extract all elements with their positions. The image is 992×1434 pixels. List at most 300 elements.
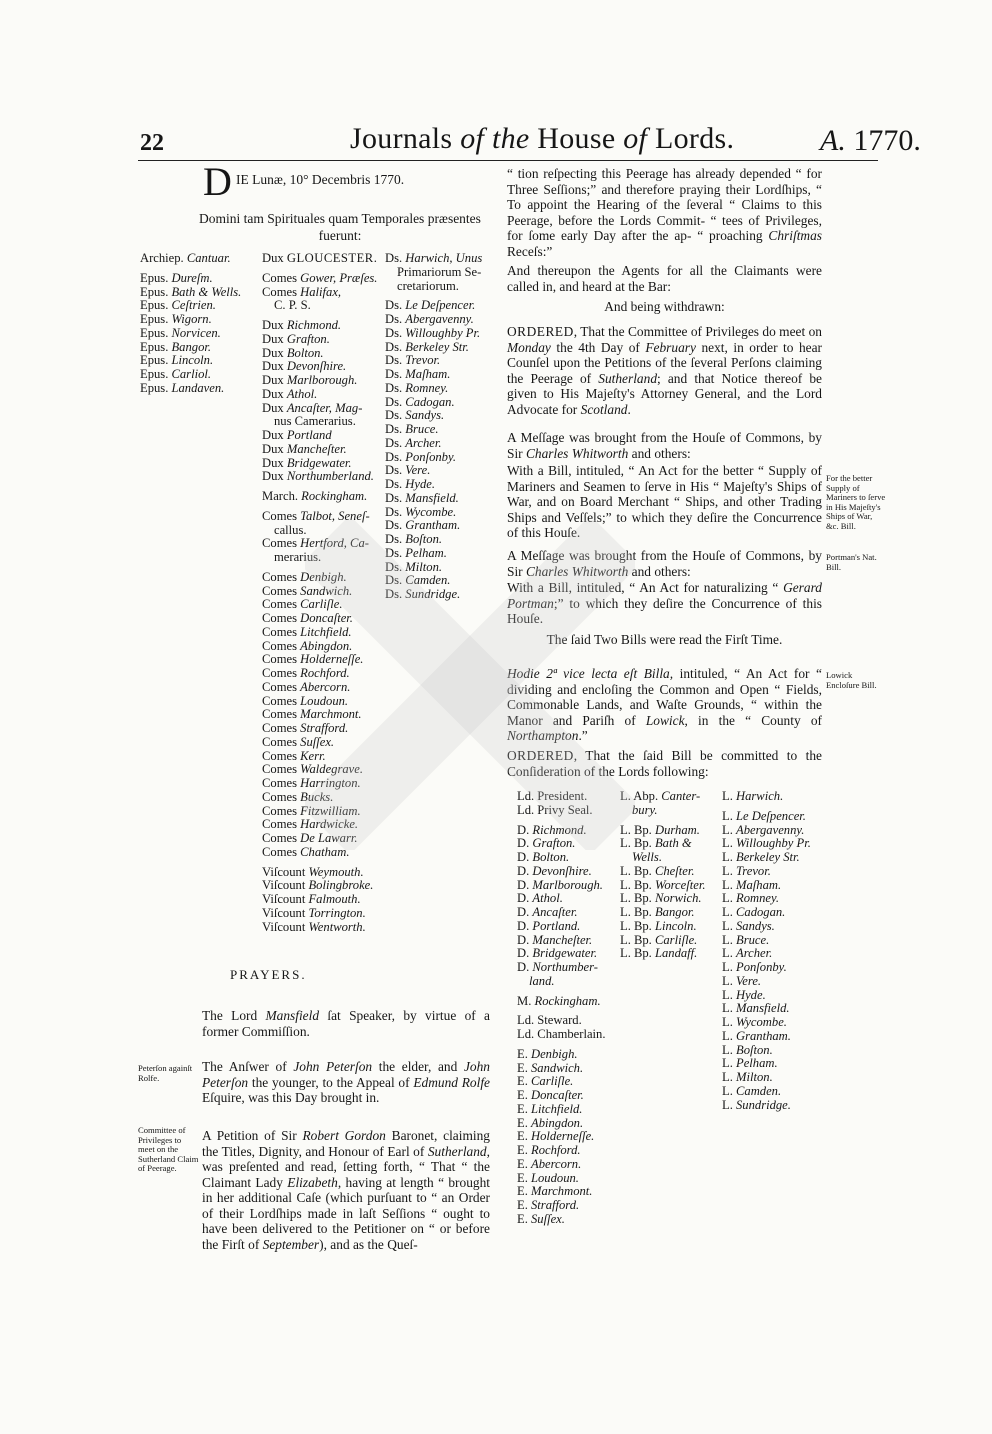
peer-name: Lincoln. (654, 918, 697, 933)
margin-note-lowick-bill: Lowick Encloſure Bill. (826, 670, 877, 690)
peer-name: Mansfield. (405, 490, 459, 505)
title-prefix: Ds. (385, 380, 406, 395)
peer-name: nus Camerarius. (274, 414, 356, 429)
peer-name: Bath & (654, 836, 692, 851)
text-segment: “ tion reſpecting this Peerage has already depended “ for Three Seſſions;” and therefore praying their Lordſhips, “ To appoint the Hearing of the ſeveral “ Claims to this Peerage, before the Lords Commit- “ tees of Privileges, for ſome early Day after the ap- “ proaching (507, 166, 822, 243)
title-part: of (615, 122, 655, 155)
date-line: IE Lunæ, 10° Decembris 1770. (236, 172, 405, 187)
list-item (517, 947, 606, 961)
peer-name: Willoughby Pr. (405, 325, 481, 340)
peer-name: Wells. (632, 850, 662, 864)
list-item (722, 824, 811, 838)
title-prefix: L. Bp. (620, 836, 655, 851)
text-segment: The Lord (202, 1008, 266, 1023)
text-segment: Sutherland (598, 370, 658, 386)
peer-name: Primariorum Se- (397, 264, 482, 279)
attendance-column-temporal (262, 252, 377, 934)
peer-name: Sundridge. (405, 587, 461, 601)
withdrawn-line: And being withdrawn: (604, 299, 725, 314)
lowick-bill-paragraph (507, 666, 822, 744)
header-rule (138, 160, 878, 161)
list-item (517, 1048, 606, 1062)
list-item (517, 1117, 606, 1131)
peer-name: Suſſex. (300, 734, 335, 749)
title-prefix: Comes (262, 776, 301, 790)
title-prefix: L. Bp. (620, 877, 655, 892)
title-prefix: D. (517, 863, 533, 878)
list-item (262, 429, 377, 443)
text-segment: , That the ſaid Bill be committed to the Conſideration of the Lords following: (507, 748, 822, 779)
peer-name: Strafford. (531, 1198, 580, 1212)
peer-name: Norwich. (654, 891, 702, 906)
text-segment: , having at length “ brought in her additional Caſe (which purſuant to “ an Order of their Lordſhips made in laſt Seſſions “ ought to have been delivered to the Petitioner on “ or before the Firſt of (202, 1174, 491, 1252)
title-prefix: E. (517, 1198, 531, 1212)
text-segment: the younger, to the Appeal of (248, 1074, 414, 1090)
peer-name: Marlborough. (286, 373, 358, 387)
peer-name: Bath & Wells. (171, 284, 242, 299)
list-item (262, 457, 377, 471)
title-prefix: Epus. (140, 380, 172, 395)
list-item (262, 524, 377, 538)
peer-name: merarius. (274, 550, 322, 564)
text-segment: Scotland (580, 401, 628, 417)
title-prefix: Viſcount (262, 892, 309, 906)
text-segment: Edmund Rolfe (413, 1074, 490, 1090)
peer-name: Durham. (654, 822, 700, 837)
title-prefix: Ds. (385, 422, 406, 436)
peer-name: Trevor. (405, 353, 441, 368)
attendance-column-spiritual (140, 252, 241, 396)
list-item (385, 451, 482, 465)
peer-name: Torrington. (308, 905, 366, 920)
list-item (517, 1075, 606, 1089)
title-part: the (484, 122, 538, 155)
list-item (385, 437, 482, 451)
agents-paragraph: And thereupon the Agents for all the Claimants were called in, and heard at the Bar: (507, 263, 822, 294)
list-item (262, 537, 377, 551)
text-segment: John Peterſon (293, 1059, 373, 1074)
text-segment: Gerard Portman (507, 580, 822, 611)
title-prefix: D. (517, 932, 533, 947)
list-item (517, 934, 606, 948)
list-item (262, 818, 377, 832)
title-prefix: Comes (262, 666, 301, 680)
title-prefix: Viſcount (262, 878, 309, 893)
list-item (262, 846, 377, 860)
title-prefix (262, 523, 274, 537)
list-item (620, 934, 705, 948)
title-prefix: Dux (262, 441, 287, 456)
peer-name: Harwich. (736, 789, 784, 803)
peer-name: Wycombe. (736, 1015, 787, 1029)
peer-name: Doncaſter. (531, 1088, 584, 1102)
title-prefix (385, 265, 397, 279)
list-item (722, 947, 811, 961)
margin-note-mariners-bill: For the better Supply of Mariners to ſerve in His Majeſty's Ships of War, &c. Bill. (826, 473, 886, 531)
title-prefix: Ld. (517, 802, 538, 817)
title-prefix: L. (722, 836, 736, 851)
list-item (517, 879, 606, 893)
title-prefix: D. (517, 836, 533, 851)
list-item (262, 347, 377, 361)
list-item (385, 547, 482, 561)
title-prefix: M. (517, 993, 535, 1008)
title-prefix: E. (517, 1156, 531, 1171)
peer-name: Willoughby Pr. (736, 836, 811, 851)
list-item (517, 975, 606, 989)
peer-name: Ceſtrien. (171, 298, 216, 313)
title-prefix: Epus. (140, 367, 172, 381)
title-prefix: Comes (262, 569, 301, 584)
title-prefix (262, 298, 274, 312)
peer-name: cretariorum. (397, 278, 459, 293)
list-item (722, 851, 811, 865)
list-item (140, 327, 241, 341)
title-prefix: L. (722, 822, 736, 837)
mariners-bill-paragraph: With a Bill, intituled, “ An Act for the better “ Supply of Mariners and Seamen to ſerve in His “ Majeſty's Ships of War, and on Board Merchant “ Ships, and other Trading Ships and Veſſels;” to which they deſire the Concurrence of this Houſe. (507, 463, 822, 540)
list-item (262, 879, 377, 893)
title-prefix: Dux (262, 400, 287, 415)
title-prefix: L. Bp. (620, 891, 655, 906)
list-item (722, 1071, 811, 1085)
text-segment: Northampton (507, 728, 579, 743)
list-item (385, 506, 482, 520)
peer-name: Mansfield. (736, 1001, 790, 1016)
peer-name: Ancaſter, Mag- (286, 400, 363, 415)
list-item (722, 865, 811, 879)
peer-name: Bridgewater. (532, 946, 598, 961)
message-paragraph-1 (507, 430, 822, 461)
list-item (262, 640, 377, 654)
peer-name: Boſton. (405, 532, 443, 546)
text-segment: next, in order to hear Counſel upon the Petitions of the ſeveral Perſons claiming the Peerage of (507, 339, 822, 386)
list-item (262, 708, 377, 722)
title-prefix: Viſcount (262, 905, 309, 920)
peer-name: Berkeley Str. (405, 339, 469, 354)
title-prefix: Comes (262, 583, 301, 598)
list-item (262, 388, 377, 402)
list-item (385, 266, 482, 280)
peer-name: Canter- (661, 789, 701, 803)
list-item (517, 1062, 606, 1076)
text-segment: September (262, 1236, 320, 1252)
title-prefix (262, 414, 274, 428)
list-item (262, 805, 377, 819)
list-item (385, 423, 482, 437)
answer-paragraph (202, 1059, 490, 1106)
title-prefix: Ds. (385, 298, 406, 313)
peer-name: Le Deſpencer. (736, 808, 806, 823)
text-segment: ; and that Notice thereof be given to His Majeſty's Attorney General, and the Lord Advocate for (507, 370, 822, 417)
peer-name: Falmouth. (308, 892, 361, 906)
title-prefix: Epus. (140, 312, 172, 326)
title-prefix: Ds. (385, 463, 406, 478)
title-prefix: L. Bp. (620, 932, 655, 947)
text-segment: ſat Speaker, by virtue of a former Commiſſion. (202, 1008, 490, 1039)
ordered-committee-paragraph (507, 324, 822, 417)
list-item (385, 252, 482, 266)
peer-name: Ponſonby. (736, 960, 787, 974)
list-item (262, 653, 377, 667)
margin-note-portman-bill: Portman's Nat. Bill. (826, 552, 877, 572)
title-prefix: L. (722, 987, 736, 1002)
title-prefix: L. (722, 808, 736, 823)
peer-name: Wycombe. (405, 504, 457, 519)
text-segment: A Petition of Sir (202, 1128, 303, 1143)
list-item (385, 299, 482, 313)
list-item (620, 790, 705, 804)
text-segment: .” (578, 728, 588, 743)
text-segment: , in the “ County of (684, 712, 822, 728)
peer-name: Rockingham. (301, 489, 368, 503)
peer-name: Bolton. (532, 850, 570, 864)
peer-name: Cadogan. (405, 394, 455, 409)
text-segment: ;” to which they deſire the Concurrence of this Houſe. (507, 595, 822, 626)
title-prefix: L. (722, 918, 736, 933)
title-prefix: Ds. (385, 394, 406, 409)
title-prefix: L. Abp. (620, 789, 662, 803)
peer-name: Abercorn. (531, 1156, 582, 1171)
title-prefix: March. (262, 489, 302, 503)
title-prefix: L. (722, 932, 736, 947)
list-item (262, 319, 377, 333)
peer-name: Bucks. (300, 789, 334, 804)
text-segment: Charles Whitworth (525, 563, 629, 579)
peer-name: Denbigh. (531, 1046, 578, 1061)
peer-name: Bruce. (405, 422, 439, 436)
title-prefix: Dux (262, 251, 287, 265)
text-segment: Hodie 2ª vice lecta eſt Billa, (507, 666, 674, 681)
list-item (262, 470, 377, 484)
peer-name: Chamberlain. (537, 1027, 606, 1041)
title-prefix: Ds. (385, 518, 406, 533)
title-prefix: Comes (262, 597, 301, 612)
list-item (262, 832, 377, 846)
committee-column-2 (620, 790, 705, 961)
title-prefix: L. (722, 1001, 736, 1016)
text-segment: The Anſwer of (202, 1059, 294, 1074)
title-prefix: L. Bp. (620, 918, 655, 933)
peer-name: Steward. (537, 1013, 582, 1028)
list-item (722, 975, 811, 989)
committee-column-3 (722, 790, 811, 1112)
peer-name: Bolton. (286, 345, 324, 360)
list-item (385, 478, 482, 492)
text-segment: ORDERED (507, 748, 574, 763)
list-item (262, 695, 377, 709)
title-prefix: Ds. (385, 408, 406, 423)
list-item (517, 1185, 606, 1199)
peer-name: Cantuar. (186, 251, 231, 265)
prayers-heading: PRAYERS. (230, 967, 307, 982)
title-prefix: E. (517, 1143, 531, 1157)
list-item (517, 837, 606, 851)
peer-name: Romney. (405, 380, 449, 395)
list-item (722, 837, 811, 851)
title-prefix: L. (722, 850, 736, 864)
list-item (517, 1089, 606, 1103)
text-segment: Robert Gordon (302, 1128, 386, 1143)
title-prefix: Viſcount (262, 864, 309, 879)
list-item (517, 1130, 606, 1144)
list-item (385, 519, 482, 533)
list-item (517, 995, 606, 1009)
peer-name: Sandys. (736, 918, 775, 933)
text-segment: and others: (628, 563, 691, 579)
title-prefix: Dux (262, 455, 287, 470)
list-item (262, 360, 377, 374)
title-prefix: L. (722, 1097, 736, 1112)
title-prefix: Comes (262, 734, 301, 749)
petition-paragraph (202, 1128, 490, 1252)
title-prefix: Ds. (385, 325, 406, 340)
title-prefix: Epus. (140, 339, 172, 354)
peer-name: Devonſhire. (286, 359, 347, 374)
list-item (620, 879, 705, 893)
title-prefix: Comes (262, 693, 301, 708)
peer-name: Marchmont. (300, 707, 362, 722)
list-item (262, 333, 377, 347)
list-item (262, 252, 377, 266)
list-item (722, 810, 811, 824)
text-segment: Receſs:” (507, 243, 553, 259)
peer-name: Vere. (405, 463, 431, 478)
title-prefix: L. (722, 973, 736, 988)
title-prefix: L. Bp. (620, 946, 655, 961)
peer-name: Grantham. (736, 1028, 791, 1043)
list-item (262, 299, 377, 313)
list-item (722, 790, 811, 804)
title-prefix: Comes (262, 817, 301, 832)
text-segment: Sutherland (427, 1143, 487, 1159)
list-item (385, 382, 482, 396)
title-prefix: Dux (262, 331, 287, 346)
peer-name: Mancheſter. (532, 932, 593, 947)
peer-name: Pelham. (405, 545, 447, 560)
title-prefix: Ds. (385, 545, 406, 560)
list-item (385, 492, 482, 506)
list-item (262, 272, 377, 286)
title-prefix: Ds. (385, 573, 406, 588)
peer-name: Landaff. (654, 946, 698, 961)
list-item (262, 667, 377, 681)
title-prefix (262, 550, 274, 564)
title-prefix: Ds. (385, 251, 406, 265)
peer-name: Loudoun. (531, 1170, 579, 1185)
list-item (620, 920, 705, 934)
title-prefix: Ds. (385, 435, 406, 450)
title-prefix: Comes (262, 624, 301, 639)
peer-name: Camden. (736, 1083, 782, 1098)
text-segment: Baronet, claiming the Titles, Dignity, and Honour of Earl of (202, 1128, 490, 1159)
peer-name: Gower, Præſes. (300, 270, 378, 285)
list-item (262, 893, 377, 907)
peer-name: C. P. S. (274, 298, 311, 313)
list-item (385, 368, 482, 382)
peer-name: Marchmont. (531, 1184, 593, 1199)
text-segment: With a Bill, intituled, “ An Act for naturalizing “ (507, 580, 784, 595)
text-segment: the 4th Day of (550, 339, 646, 355)
title-prefix: Ds. (385, 587, 406, 601)
list-item (385, 561, 482, 575)
title-prefix: D. (517, 822, 533, 837)
title-prefix: Ld. (517, 1013, 538, 1028)
title-prefix: L. (722, 789, 736, 803)
title-prefix: Dux (262, 359, 287, 374)
text-segment: , was preſented and read, ſetting forth, “ That “ the Claimant Lady (202, 1143, 490, 1190)
page-number: 22 (140, 130, 164, 156)
title-prefix: Ds. (385, 504, 406, 519)
list-item (262, 286, 377, 300)
speaker-paragraph (202, 1008, 490, 1039)
list-item (140, 252, 241, 266)
title-prefix: Ld. (517, 789, 538, 803)
title-prefix: L. Bp. (620, 905, 655, 919)
list-item (262, 681, 377, 695)
list-item (517, 851, 606, 865)
list-item (262, 571, 377, 585)
title-prefix: E. (517, 1046, 531, 1061)
text-segment: Elizabeth (287, 1174, 338, 1190)
list-item (620, 804, 705, 818)
title-prefix: Comes (262, 638, 301, 653)
peer-name: Grafton. (532, 836, 576, 851)
list-item (262, 736, 377, 750)
list-item (262, 866, 377, 880)
title-prefix: E. (517, 1184, 531, 1199)
list-item (262, 763, 377, 777)
text-segment: . (627, 401, 631, 417)
attendance-column-barons (385, 252, 482, 602)
title-prefix: Archiep. (140, 251, 187, 265)
title-prefix: L. (722, 891, 736, 906)
peer-name: Archer. (405, 435, 442, 450)
title-prefix: D. (517, 946, 533, 961)
peer-name: Bridgewater. (286, 455, 352, 470)
peer-name: Richmond. (532, 822, 587, 837)
title-prefix: Comes (262, 831, 301, 845)
list-item (262, 907, 377, 921)
peer-name: Privy Seal. (537, 802, 593, 817)
list-item (620, 892, 705, 906)
title-prefix: L. Bp. (620, 863, 655, 878)
list-item (517, 920, 606, 934)
peer-name: callus. (274, 522, 307, 537)
peer-name: Portland. (532, 918, 581, 933)
peer-name: Sandwich. (300, 583, 353, 598)
peer-name: Carliſle. (300, 597, 343, 612)
list-item (385, 341, 482, 355)
title-prefix: Epus. (140, 298, 172, 313)
bills-read-line: The ſaid Two Bills were read the Firſt Time. (546, 632, 783, 647)
list-item (262, 490, 377, 504)
text-segment: Monday (507, 339, 551, 355)
peer-name: Devonſhire. (532, 863, 592, 878)
list-item (517, 892, 606, 906)
list-item (517, 824, 606, 838)
list-item (517, 804, 606, 818)
title-prefix: Ds. (385, 449, 406, 464)
title-prefix: Ds. (385, 339, 406, 354)
title-prefix: L. (722, 1070, 736, 1084)
list-item (385, 280, 482, 294)
title-prefix: Ds. (385, 532, 406, 546)
list-item (517, 1028, 606, 1042)
title-prefix: Epus. (140, 284, 172, 299)
title-prefix: Epus. (140, 353, 172, 368)
list-item (722, 1016, 811, 1030)
list-item (722, 1044, 811, 1058)
